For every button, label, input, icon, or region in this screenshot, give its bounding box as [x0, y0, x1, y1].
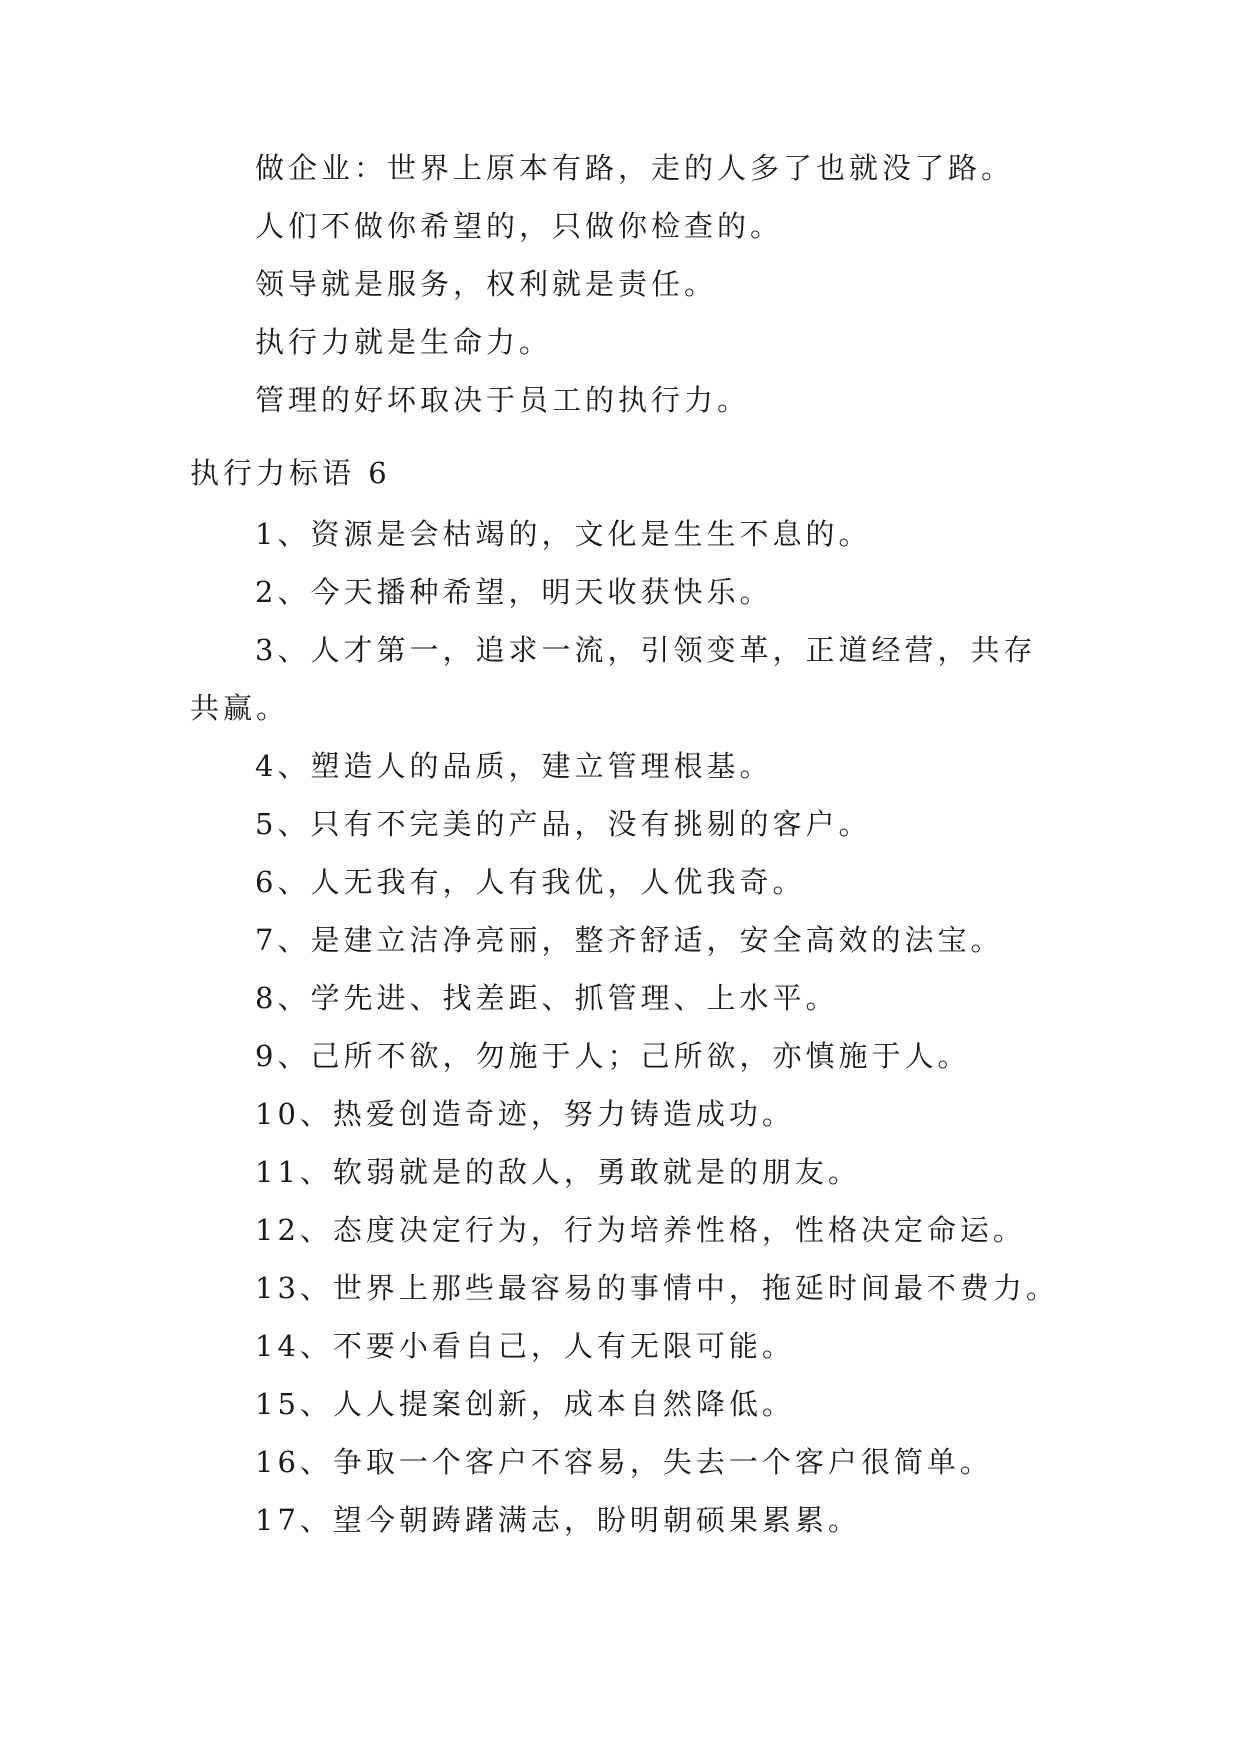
list-item: 1、资源是会枯竭的，文化是生生不息的。 [255, 517, 872, 551]
intro-line: 做企业：世界上原本有路，走的人多了也就没了路。 [255, 151, 1015, 185]
list-item: 2、今天播种希望，明天收获快乐。 [255, 575, 773, 609]
list-item: 11、软弱就是的敌人，勇敢就是的朋友。 [255, 1155, 861, 1189]
list-item: 7、是建立洁净亮丽，整齐舒适，安全高效的法宝。 [255, 923, 1004, 957]
list-item: 13、世界上那些最容易的事情中，拖延时间最不费力。 [255, 1271, 1059, 1305]
intro-line: 管理的好坏取决于员工的执行力。 [255, 383, 751, 417]
intro-line: 执行力就是生命力。 [255, 325, 553, 359]
list-item: 14、不要小看自己，人有无限可能。 [255, 1329, 795, 1363]
list-item: 10、热爱创造奇迹，努力铸造成功。 [255, 1097, 795, 1131]
list-item: 3、人才第一，追求一流，引领变革，正道经营，共存 [255, 633, 1037, 667]
intro-line: 领导就是服务，权利就是责任。 [255, 267, 718, 301]
list-item-continuation: 共赢。 [190, 691, 290, 725]
list-item: 6、人无我有，人有我优，人优我奇。 [255, 865, 806, 899]
list-item: 4、塑造人的品质，建立管理根基。 [255, 749, 773, 783]
list-item: 12、态度决定行为，行为培养性格，性格决定命运。 [255, 1213, 1026, 1247]
list-item: 16、争取一个客户不容易，失去一个客户很简单。 [255, 1445, 993, 1479]
list-item: 8、学先进、找差距、抓管理、上水平。 [255, 981, 839, 1015]
list-item: 5、只有不完美的产品，没有挑剔的客户。 [255, 807, 872, 841]
list-item: 15、人人提案创新，成本自然降低。 [255, 1387, 795, 1421]
intro-line: 人们不做你希望的，只做你检查的。 [255, 209, 784, 243]
list-item: 17、望今朝踌躇满志，盼明朝硕果累累。 [255, 1503, 861, 1537]
section-title: 执行力标语 6 [190, 456, 391, 490]
list-item: 9、己所不欲，勿施于人；己所欲，亦慎施于人。 [255, 1039, 971, 1073]
